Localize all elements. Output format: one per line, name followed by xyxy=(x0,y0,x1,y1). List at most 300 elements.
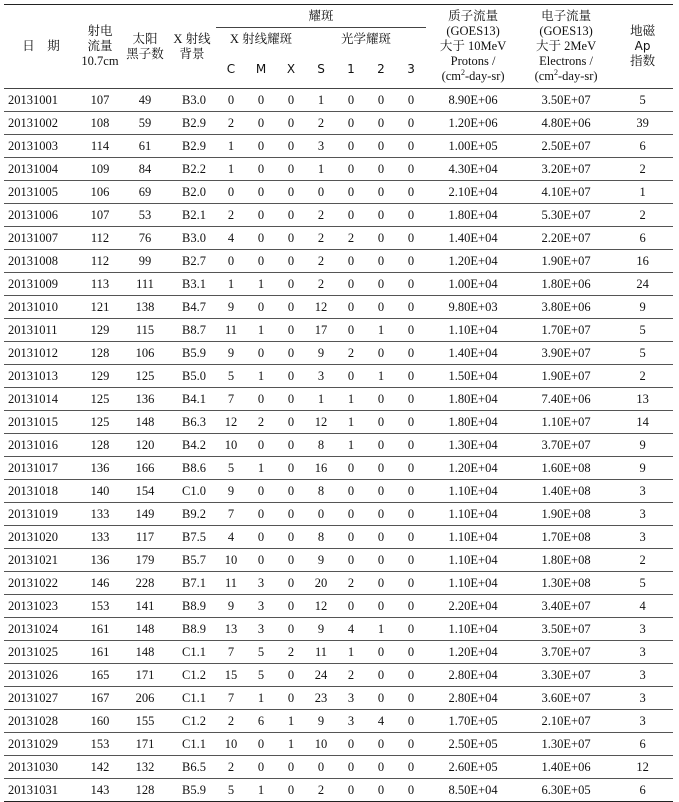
cell-xray-c: 7 xyxy=(216,388,246,411)
cell-xray-background: C1.2 xyxy=(168,710,216,733)
cell-proton-flux: 1.00E+04 xyxy=(426,273,520,296)
cell-date: 20131004 xyxy=(4,158,78,181)
cell-ap-index: 5 xyxy=(612,342,673,365)
cell-xray-c: 2 xyxy=(216,204,246,227)
cell-ap-index: 3 xyxy=(612,618,673,641)
cell-xray-background: B4.1 xyxy=(168,388,216,411)
cell-xray-x: 0 xyxy=(276,135,306,158)
table-row xyxy=(4,342,673,365)
cell-xray-background: B6.3 xyxy=(168,411,216,434)
cell-proton-flux: 1.20E+04 xyxy=(426,250,520,273)
cell-radio-flux: 128 xyxy=(78,342,122,365)
table-row xyxy=(4,204,673,227)
cell-ap-index: 6 xyxy=(612,227,673,250)
cell-xray-m: 0 xyxy=(246,181,276,204)
cell-optical-1: 3 xyxy=(336,710,366,733)
cell-optical-3: 0 xyxy=(396,733,426,756)
cell-optical-3: 0 xyxy=(396,595,426,618)
cell-optical-2: 0 xyxy=(366,204,396,227)
cell-xray-x: 0 xyxy=(276,480,306,503)
cell-xray-c: 11 xyxy=(216,319,246,342)
cell-optical-3: 0 xyxy=(396,181,426,204)
table-row xyxy=(4,319,673,342)
cell-optical-2: 0 xyxy=(366,296,396,319)
cell-optical-2: 0 xyxy=(366,503,396,526)
cell-electron-flux: 1.40E+08 xyxy=(520,480,612,503)
cell-xray-c: 0 xyxy=(216,181,246,204)
cell-xray-x: 0 xyxy=(276,181,306,204)
cell-sunspot: 61 xyxy=(122,135,168,158)
cell-optical-s: 16 xyxy=(306,457,336,480)
cell-optical-3: 0 xyxy=(396,480,426,503)
header-class-c: C xyxy=(216,50,246,89)
cell-proton-flux: 1.40E+04 xyxy=(426,342,520,365)
cell-optical-1: 0 xyxy=(336,296,366,319)
cell-optical-s: 11 xyxy=(306,641,336,664)
cell-date: 20131025 xyxy=(4,641,78,664)
cell-optical-1: 0 xyxy=(336,365,366,388)
cell-sunspot: 179 xyxy=(122,549,168,572)
cell-xray-c: 0 xyxy=(216,250,246,273)
cell-radio-flux: 167 xyxy=(78,687,122,710)
cell-xray-x: 0 xyxy=(276,687,306,710)
cell-radio-flux: 113 xyxy=(78,273,122,296)
cell-xray-background: B3.1 xyxy=(168,273,216,296)
cell-electron-flux: 1.70E+07 xyxy=(520,319,612,342)
cell-ap-index: 2 xyxy=(612,549,673,572)
cell-optical-s: 9 xyxy=(306,549,336,572)
table-row xyxy=(4,296,673,319)
cell-optical-2: 0 xyxy=(366,687,396,710)
cell-optical-3: 0 xyxy=(396,618,426,641)
header-class-x: X xyxy=(276,50,306,89)
cell-optical-2: 0 xyxy=(366,112,396,135)
cell-xray-m: 1 xyxy=(246,687,276,710)
cell-xray-x: 0 xyxy=(276,365,306,388)
header-radio-flux: 射电 流量 10.7cm xyxy=(78,5,122,89)
cell-optical-s: 8 xyxy=(306,480,336,503)
table-row xyxy=(4,480,673,503)
cell-optical-1: 0 xyxy=(336,204,366,227)
cell-xray-x: 0 xyxy=(276,549,306,572)
cell-optical-s: 20 xyxy=(306,572,336,595)
table-body xyxy=(4,89,673,802)
cell-xray-c: 7 xyxy=(216,641,246,664)
header-class-2: 2 xyxy=(366,50,396,89)
cell-optical-s: 1 xyxy=(306,89,336,112)
cell-optical-1: 0 xyxy=(336,480,366,503)
cell-xray-c: 2 xyxy=(216,710,246,733)
cell-xray-m: 0 xyxy=(246,250,276,273)
cell-optical-3: 0 xyxy=(396,158,426,181)
cell-optical-3: 0 xyxy=(396,687,426,710)
cell-xray-x: 0 xyxy=(276,572,306,595)
cell-xray-m: 5 xyxy=(246,664,276,687)
cell-xray-m: 0 xyxy=(246,434,276,457)
cell-optical-s: 2 xyxy=(306,204,336,227)
cell-xray-x: 0 xyxy=(276,227,306,250)
header-ap-index: 地磁 Ap 指数 xyxy=(612,5,673,89)
table-header xyxy=(4,5,673,89)
cell-xray-m: 2 xyxy=(246,411,276,434)
cell-sunspot: 84 xyxy=(122,158,168,181)
cell-xray-m: 3 xyxy=(246,595,276,618)
header-optical-flares: 光学耀斑 xyxy=(341,31,392,46)
cell-date: 20131011 xyxy=(4,319,78,342)
cell-optical-2: 0 xyxy=(366,526,396,549)
cell-xray-c: 13 xyxy=(216,618,246,641)
cell-electron-flux: 1.10E+07 xyxy=(520,411,612,434)
cell-optical-2: 0 xyxy=(366,595,396,618)
cell-optical-s: 24 xyxy=(306,664,336,687)
cell-date: 20131013 xyxy=(4,365,78,388)
cell-sunspot: 132 xyxy=(122,756,168,779)
cell-optical-1: 0 xyxy=(336,595,366,618)
cell-date: 20131019 xyxy=(4,503,78,526)
cell-date: 20131030 xyxy=(4,756,78,779)
cell-date: 20131010 xyxy=(4,296,78,319)
cell-radio-flux: 128 xyxy=(78,434,122,457)
cell-sunspot: 148 xyxy=(122,411,168,434)
cell-ap-index: 3 xyxy=(612,710,673,733)
cell-electron-flux: 1.90E+07 xyxy=(520,250,612,273)
cell-electron-flux: 2.20E+07 xyxy=(520,227,612,250)
cell-optical-3: 0 xyxy=(396,434,426,457)
cell-radio-flux: 114 xyxy=(78,135,122,158)
cell-sunspot: 149 xyxy=(122,503,168,526)
cell-xray-c: 5 xyxy=(216,779,246,802)
cell-radio-flux: 142 xyxy=(78,756,122,779)
cell-proton-flux: 1.20E+04 xyxy=(426,641,520,664)
cell-optical-3: 0 xyxy=(396,572,426,595)
cell-sunspot: 117 xyxy=(122,526,168,549)
cell-xray-m: 1 xyxy=(246,365,276,388)
cell-optical-s: 2 xyxy=(306,112,336,135)
cell-xray-c: 10 xyxy=(216,549,246,572)
cell-date: 20131028 xyxy=(4,710,78,733)
cell-date: 20131006 xyxy=(4,204,78,227)
cell-optical-s: 1 xyxy=(306,388,336,411)
cell-xray-m: 0 xyxy=(246,296,276,319)
cell-proton-flux: 1.10E+04 xyxy=(426,618,520,641)
cell-xray-x: 0 xyxy=(276,273,306,296)
cell-ap-index: 24 xyxy=(612,273,673,296)
cell-optical-2: 1 xyxy=(366,319,396,342)
cell-date: 20131015 xyxy=(4,411,78,434)
cell-sunspot: 76 xyxy=(122,227,168,250)
cell-electron-flux: 3.30E+07 xyxy=(520,664,612,687)
cell-optical-s: 17 xyxy=(306,319,336,342)
cell-optical-3: 0 xyxy=(396,135,426,158)
cell-optical-1: 0 xyxy=(336,779,366,802)
cell-xray-x: 0 xyxy=(276,411,306,434)
cell-optical-2: 0 xyxy=(366,480,396,503)
cell-proton-flux: 1.10E+04 xyxy=(426,549,520,572)
cell-xray-c: 10 xyxy=(216,434,246,457)
cell-optical-2: 0 xyxy=(366,641,396,664)
cell-xray-x: 0 xyxy=(276,112,306,135)
table-row xyxy=(4,733,673,756)
cell-xray-background: B5.0 xyxy=(168,365,216,388)
cell-date: 20131024 xyxy=(4,618,78,641)
cell-xray-c: 1 xyxy=(216,158,246,181)
cell-optical-3: 0 xyxy=(396,549,426,572)
cell-ap-index: 4 xyxy=(612,595,673,618)
cell-proton-flux: 2.60E+05 xyxy=(426,756,520,779)
cell-ap-index: 3 xyxy=(612,480,673,503)
cell-electron-flux: 1.70E+08 xyxy=(520,526,612,549)
cell-sunspot: 53 xyxy=(122,204,168,227)
cell-proton-flux: 1.80E+04 xyxy=(426,388,520,411)
table-row xyxy=(4,779,673,802)
cell-xray-c: 9 xyxy=(216,480,246,503)
cell-xray-m: 0 xyxy=(246,342,276,365)
cell-date: 20131020 xyxy=(4,526,78,549)
cell-date: 20131008 xyxy=(4,250,78,273)
cell-xray-c: 11 xyxy=(216,572,246,595)
cell-sunspot: 111 xyxy=(122,273,168,296)
cell-optical-2: 4 xyxy=(366,710,396,733)
cell-optical-2: 0 xyxy=(366,135,396,158)
cell-electron-flux: 3.70E+07 xyxy=(520,641,612,664)
cell-radio-flux: 112 xyxy=(78,227,122,250)
cell-sunspot: 228 xyxy=(122,572,168,595)
table-row xyxy=(4,434,673,457)
cell-date: 20131005 xyxy=(4,181,78,204)
cell-xray-m: 1 xyxy=(246,779,276,802)
cell-optical-s: 10 xyxy=(306,733,336,756)
cell-date: 20131018 xyxy=(4,480,78,503)
cell-optical-s: 0 xyxy=(306,181,336,204)
cell-electron-flux: 2.10E+07 xyxy=(520,710,612,733)
table-row xyxy=(4,687,673,710)
cell-optical-s: 2 xyxy=(306,779,336,802)
cell-xray-c: 2 xyxy=(216,756,246,779)
cell-optical-1: 0 xyxy=(336,526,366,549)
cell-xray-m: 0 xyxy=(246,503,276,526)
solar-activity-table xyxy=(4,4,673,802)
cell-optical-3: 0 xyxy=(396,296,426,319)
cell-electron-flux: 3.70E+07 xyxy=(520,434,612,457)
cell-ap-index: 1 xyxy=(612,181,673,204)
cell-ap-index: 5 xyxy=(612,89,673,112)
cell-electron-flux: 1.40E+06 xyxy=(520,756,612,779)
cell-date: 20131029 xyxy=(4,733,78,756)
cell-proton-flux: 2.20E+04 xyxy=(426,595,520,618)
cell-optical-1: 0 xyxy=(336,89,366,112)
cell-electron-flux: 1.90E+07 xyxy=(520,365,612,388)
cell-proton-flux: 1.30E+04 xyxy=(426,434,520,457)
cell-ap-index: 39 xyxy=(612,112,673,135)
cell-ap-index: 2 xyxy=(612,158,673,181)
cell-xray-c: 5 xyxy=(216,365,246,388)
cell-radio-flux: 129 xyxy=(78,365,122,388)
cell-sunspot: 59 xyxy=(122,112,168,135)
cell-optical-3: 0 xyxy=(396,250,426,273)
cell-radio-flux: 160 xyxy=(78,710,122,733)
cell-date: 20131031 xyxy=(4,779,78,802)
cell-optical-2: 0 xyxy=(366,227,396,250)
cell-xray-c: 7 xyxy=(216,503,246,526)
cell-proton-flux: 1.00E+05 xyxy=(426,135,520,158)
cell-optical-2: 1 xyxy=(366,365,396,388)
cell-proton-flux: 1.80E+04 xyxy=(426,411,520,434)
cell-xray-background: B8.6 xyxy=(168,457,216,480)
cell-ap-index: 3 xyxy=(612,641,673,664)
cell-optical-3: 0 xyxy=(396,227,426,250)
cell-radio-flux: 107 xyxy=(78,89,122,112)
cell-optical-3: 0 xyxy=(396,388,426,411)
cell-xray-x: 0 xyxy=(276,618,306,641)
cell-optical-3: 0 xyxy=(396,710,426,733)
cell-optical-3: 0 xyxy=(396,411,426,434)
cell-radio-flux: 107 xyxy=(78,204,122,227)
cell-xray-x: 0 xyxy=(276,503,306,526)
cell-radio-flux: 161 xyxy=(78,618,122,641)
cell-optical-2: 0 xyxy=(366,273,396,296)
header-class-s: S xyxy=(306,50,336,89)
cell-xray-c: 9 xyxy=(216,342,246,365)
cell-xray-c: 9 xyxy=(216,595,246,618)
cell-electron-flux: 1.60E+08 xyxy=(520,457,612,480)
cell-ap-index: 6 xyxy=(612,135,673,158)
cell-ap-index: 14 xyxy=(612,411,673,434)
cell-proton-flux: 1.10E+04 xyxy=(426,480,520,503)
cell-radio-flux: 133 xyxy=(78,526,122,549)
cell-xray-x: 0 xyxy=(276,204,306,227)
cell-ap-index: 16 xyxy=(612,250,673,273)
cell-xray-m: 0 xyxy=(246,204,276,227)
header-flares: 耀斑 xyxy=(216,5,426,28)
cell-optical-1: 0 xyxy=(336,273,366,296)
table-row xyxy=(4,388,673,411)
cell-xray-c: 9 xyxy=(216,296,246,319)
cell-xray-m: 0 xyxy=(246,756,276,779)
cell-radio-flux: 109 xyxy=(78,158,122,181)
cell-xray-background: B5.7 xyxy=(168,549,216,572)
cell-optical-1: 0 xyxy=(336,158,366,181)
cell-ap-index: 3 xyxy=(612,503,673,526)
cell-xray-x: 0 xyxy=(276,319,306,342)
cell-ap-index: 13 xyxy=(612,388,673,411)
cell-xray-c: 1 xyxy=(216,273,246,296)
table-row xyxy=(4,457,673,480)
cell-optical-1: 0 xyxy=(336,319,366,342)
cell-radio-flux: 146 xyxy=(78,572,122,595)
table-row xyxy=(4,135,673,158)
cell-optical-1: 0 xyxy=(336,756,366,779)
cell-optical-3: 0 xyxy=(396,641,426,664)
cell-proton-flux: 1.10E+04 xyxy=(426,319,520,342)
cell-optical-s: 3 xyxy=(306,135,336,158)
cell-optical-1: 2 xyxy=(336,664,366,687)
cell-optical-3: 0 xyxy=(396,756,426,779)
cell-radio-flux: 106 xyxy=(78,181,122,204)
cell-xray-x: 0 xyxy=(276,296,306,319)
cell-xray-x: 0 xyxy=(276,779,306,802)
cell-xray-m: 3 xyxy=(246,572,276,595)
cell-xray-m: 1 xyxy=(246,319,276,342)
cell-optical-s: 2 xyxy=(306,227,336,250)
cell-electron-flux: 1.80E+06 xyxy=(520,273,612,296)
cell-optical-3: 0 xyxy=(396,664,426,687)
table-row xyxy=(4,158,673,181)
cell-sunspot: 141 xyxy=(122,595,168,618)
cell-ap-index: 6 xyxy=(612,779,673,802)
header-proton-flux: 质子流量 (GOES13) 大于 10MeV Protons / $(cm^2-day-sr)$ xyxy=(426,5,520,89)
cell-xray-background: C1.1 xyxy=(168,641,216,664)
table-row xyxy=(4,273,673,296)
cell-proton-flux: 8.50E+04 xyxy=(426,779,520,802)
header-xray-background: X 射线 背景 xyxy=(168,5,216,89)
cell-optical-2: 0 xyxy=(366,664,396,687)
cell-optical-1: 0 xyxy=(336,250,366,273)
cell-ap-index: 6 xyxy=(612,733,673,756)
cell-electron-flux: 3.50E+07 xyxy=(520,89,612,112)
cell-optical-s: 2 xyxy=(306,250,336,273)
cell-xray-c: 2 xyxy=(216,112,246,135)
cell-sunspot: 115 xyxy=(122,319,168,342)
cell-xray-c: 7 xyxy=(216,687,246,710)
cell-date: 20131027 xyxy=(4,687,78,710)
cell-radio-flux: 161 xyxy=(78,641,122,664)
cell-xray-c: 12 xyxy=(216,411,246,434)
cell-radio-flux: 153 xyxy=(78,733,122,756)
cell-proton-flux: 1.10E+04 xyxy=(426,572,520,595)
cell-radio-flux: 136 xyxy=(78,549,122,572)
cell-sunspot: 106 xyxy=(122,342,168,365)
header-sunspot: 太阳 黑子数 xyxy=(122,5,168,89)
cell-optical-1: 0 xyxy=(336,112,366,135)
cell-electron-flux: 1.30E+08 xyxy=(520,572,612,595)
cell-xray-c: 15 xyxy=(216,664,246,687)
cell-date: 20131022 xyxy=(4,572,78,595)
table-row xyxy=(4,411,673,434)
cell-optical-2: 0 xyxy=(366,733,396,756)
cell-xray-x: 0 xyxy=(276,388,306,411)
cell-xray-c: 10 xyxy=(216,733,246,756)
cell-xray-background: C1.0 xyxy=(168,480,216,503)
cell-radio-flux: 112 xyxy=(78,250,122,273)
cell-electron-flux: 4.80E+06 xyxy=(520,112,612,135)
cell-proton-flux: 9.80E+03 xyxy=(426,296,520,319)
cell-sunspot: 138 xyxy=(122,296,168,319)
cell-xray-background: B3.0 xyxy=(168,89,216,112)
cell-radio-flux: 136 xyxy=(78,457,122,480)
cell-proton-flux: 1.40E+04 xyxy=(426,227,520,250)
cell-sunspot: 136 xyxy=(122,388,168,411)
cell-xray-background: C1.1 xyxy=(168,687,216,710)
cell-optical-2: 0 xyxy=(366,572,396,595)
cell-optical-3: 0 xyxy=(396,365,426,388)
cell-optical-s: 2 xyxy=(306,273,336,296)
cell-xray-background: B2.1 xyxy=(168,204,216,227)
cell-sunspot: 171 xyxy=(122,733,168,756)
cell-xray-m: 5 xyxy=(246,641,276,664)
table-row xyxy=(4,181,673,204)
cell-optical-1: 0 xyxy=(336,733,366,756)
cell-radio-flux: 140 xyxy=(78,480,122,503)
cell-optical-3: 0 xyxy=(396,457,426,480)
cell-xray-x: 0 xyxy=(276,158,306,181)
cell-xray-c: 0 xyxy=(216,89,246,112)
cell-optical-2: 0 xyxy=(366,411,396,434)
cell-optical-s: 12 xyxy=(306,296,336,319)
cell-optical-1: 0 xyxy=(336,503,366,526)
cell-optical-3: 0 xyxy=(396,526,426,549)
header-xray-flares: X 射线耀斑 xyxy=(229,31,293,46)
cell-xray-background: B2.9 xyxy=(168,112,216,135)
